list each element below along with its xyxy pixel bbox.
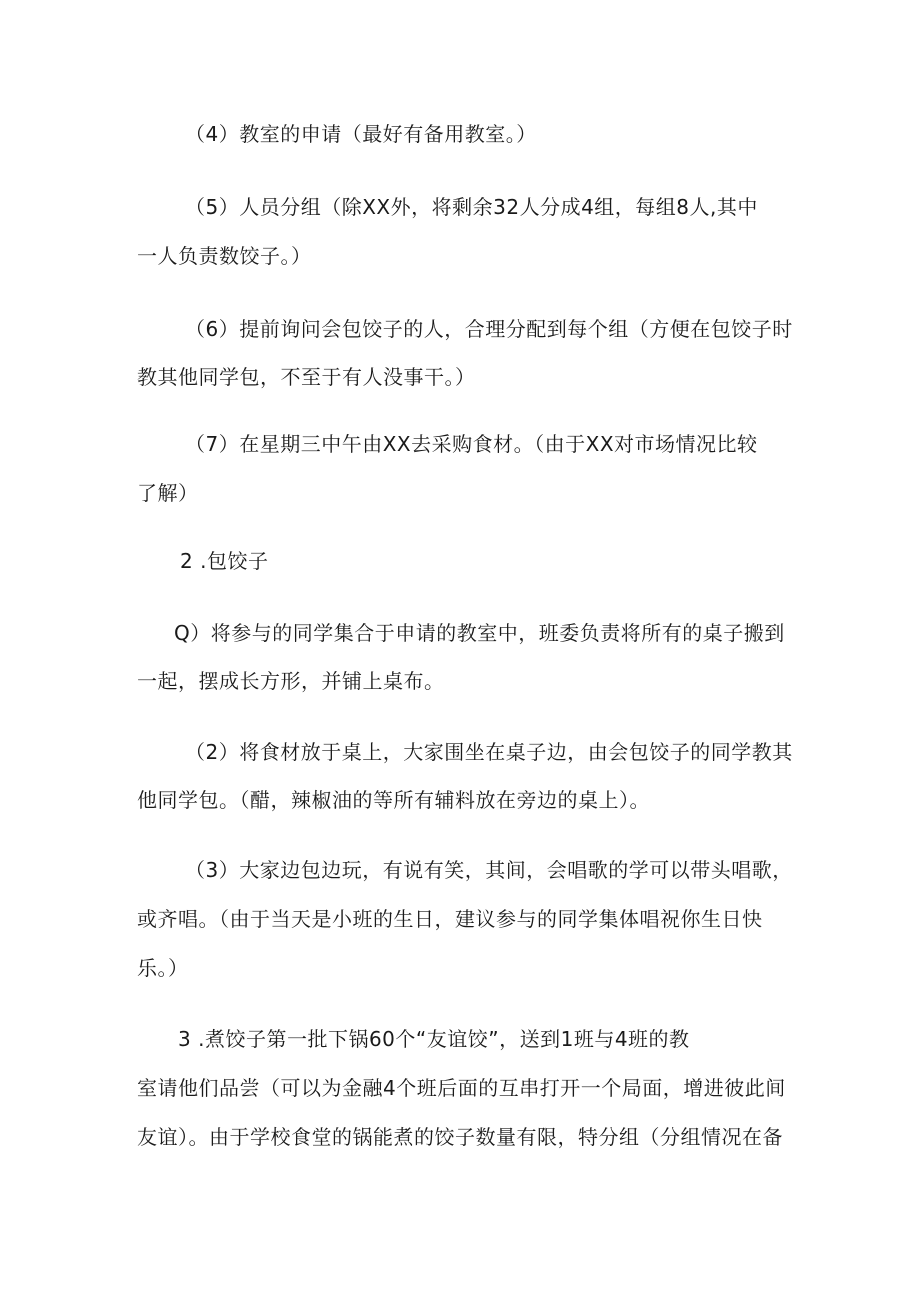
- step-1-line-2: 一起，摆成长方形，并铺上桌布。: [137, 669, 445, 693]
- section-2-heading: 2 .包饺子: [180, 549, 269, 573]
- step-1-line-1: Q）将参与的同学集合于申请的教室中，班委负责将所有的桌子搬到: [174, 621, 785, 645]
- item-6-line-2: 教其他同学包，不至于有人没事干。）: [137, 365, 476, 389]
- step-3-line-2: 或齐唱。（由于当天是小班的生日，建议参与的同学集体唱祝你生日快: [137, 907, 763, 931]
- step-3-line-3: 乐。）: [137, 956, 189, 980]
- step-2-line-1: （2）将食材放于桌上，大家围坐在桌子边，由会包饺子的同学教其: [185, 740, 793, 764]
- item-7-line-1: （7）在星期三中午由XX去采购食材。（由于XX对市场情况比较: [185, 432, 758, 456]
- item-6-line-1: （6）提前询问会包饺子的人，合理分配到每个组（方便在包饺子时: [185, 317, 793, 341]
- step-2-line-2: 他同学包。（醋，辣椒油的等所有辅料放在旁边的桌上）。: [137, 788, 650, 812]
- item-4-line: （4）教室的申请（最好有备用教室。）: [185, 122, 537, 146]
- item-5-line-2: 一人负责数饺子。）: [137, 244, 312, 268]
- step-3-line-1: （3）大家边包边玩，有说有笑，其间，会唱歌的学可以带头唱歌，: [185, 858, 793, 882]
- section-3-line-1: 3 .煮饺子第一批下锅60个“友谊饺”，送到1班与4班的教: [178, 1027, 690, 1051]
- section-3-line-3: 友谊）。由于学校食堂的锅能煮的饺子数量有限，特分组（分组情况在备: [137, 1125, 783, 1149]
- item-5-line-1: （5）人员分组（除XX外，将剩余32人分成4组，每组8人,其中: [185, 195, 758, 219]
- item-7-line-2: 了解）: [137, 481, 199, 505]
- section-3-line-2: 室请他们品尝（可以为金融4个班后面的互串打开一个局面，增进彼此间: [137, 1076, 786, 1100]
